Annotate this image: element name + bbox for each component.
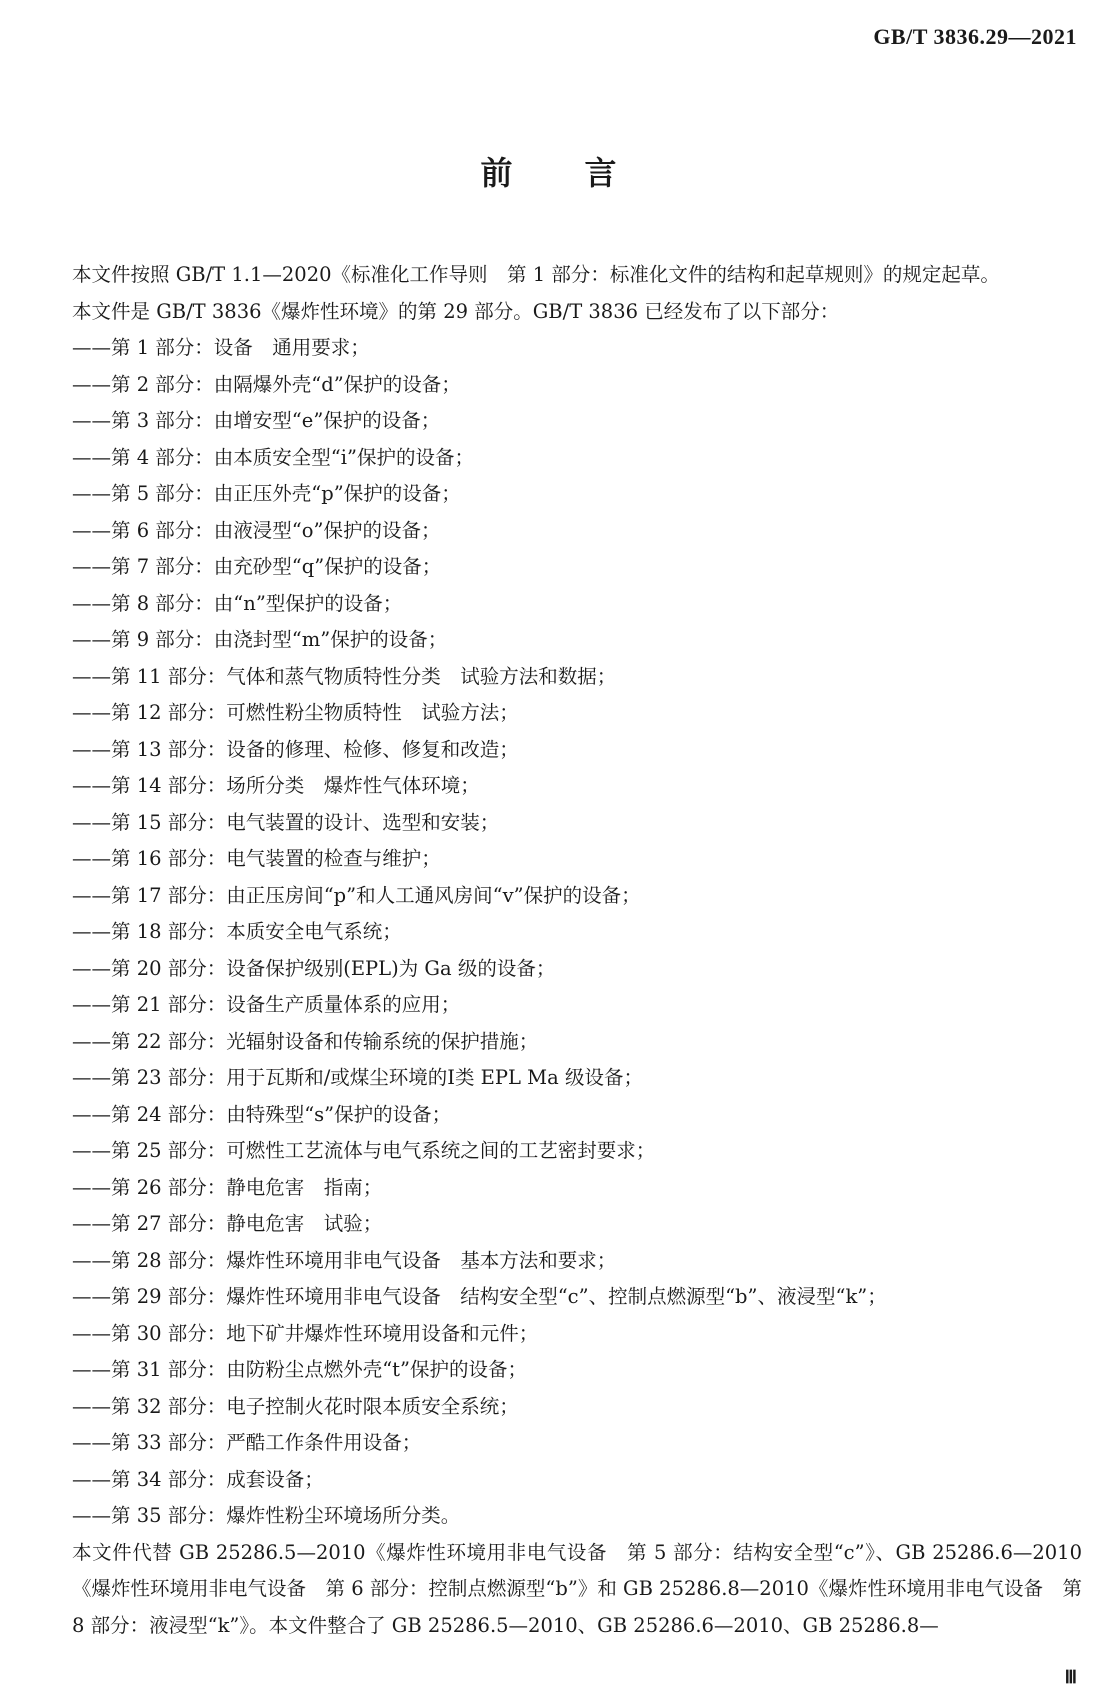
page-number: Ⅲ: [1064, 1667, 1077, 1687]
list-item: ——第 32 部分：电子控制火花时限本质安全系统；: [72, 1394, 519, 1418]
list-item: ——第 1 部分：设备 通用要求；: [72, 336, 370, 359]
replacement-paragraph: 本文件代替 GB 25286.5—2010《爆炸性环境用非电气设备 第 5 部分：结构安全型“c”》、GB 25286.6—2010《爆炸性环境用非电气设备 第 6 部分：控制点燃源型“b”》和 GB 25286.8—2010《爆炸性环境用非电气设备 第 8 部分：液浸型“k”》。本文件整合了 GB 25286.5—2010、GB 25286.6—2010、GB 25286.8—: [72, 1540, 1082, 1637]
list-item: ——第 35 部分：爆炸性粉尘环境场所分类。: [72, 1504, 461, 1527]
list-item: ——第 9 部分：由浇封型“m”保护的设备；: [72, 628, 448, 651]
list-item: ——第 16 部分：电气装置的检查与维护；: [72, 847, 441, 870]
list-item: ——第 12 部分：可燃性粉尘物质特性 试验方法；: [72, 701, 519, 724]
list-item: ——第 21 部分：设备生产质量体系的应用；: [72, 993, 461, 1016]
list-item: ——第 26 部分：静电危害 指南；: [72, 1175, 383, 1199]
list-item: ——第 14 部分：场所分类 爆炸性气体环境；: [72, 774, 480, 797]
list-item: ——第 7 部分：由充砂型“q”保护的设备；: [72, 555, 442, 578]
intro-paragraph: 本文件是 GB/T 3836《爆炸性环境》的第 29 部分。GB/T 3836 已经发布了以下部分：: [72, 299, 840, 323]
list-item: ——第 3 部分：由增安型“e”保护的设备；: [72, 409, 441, 432]
list-item: ——第 4 部分：由本质安全型“i”保护的设备；: [72, 445, 474, 469]
document-body: [72, 257, 1082, 1644]
list-item: ——第 28 部分：爆炸性环境用非电气设备 基本方法和要求；: [72, 1248, 617, 1272]
list-item: ——第 13 部分：设备的修理、检修、修复和改造；: [72, 737, 519, 761]
list-item: ——第 5 部分：由正压外壳“p”保护的设备；: [72, 482, 461, 505]
list-item: ——第 24 部分：由特殊型“s”保护的设备；: [72, 1102, 452, 1126]
list-item: ——第 17 部分：由正压房间“p”和人工通风房间“v”保护的设备；: [72, 883, 641, 907]
list-item: ——第 33 部分：严酷工作条件用设备；: [72, 1431, 422, 1454]
list-item: ——第 15 部分：电气装置的设计、选型和安装；: [72, 810, 500, 834]
list-item: ——第 22 部分：光辐射设备和传输系统的保护措施；: [72, 1029, 539, 1053]
title-char-1: 前: [480, 154, 513, 192]
list-item: ——第 25 部分：可燃性工艺流体与电气系统之间的工艺密封要求；: [72, 1139, 656, 1162]
list-item: ——第 8 部分：由“n”型保护的设备；: [72, 591, 403, 615]
list-item: ——第 20 部分：设备保护级别(EPL)为 Ga 级的设备；: [72, 956, 556, 980]
list-item: ——第 23 部分：用于瓦斯和/或煤尘环境的Ⅰ类 EPL Ma 级设备；: [72, 1066, 643, 1089]
parts-list: [72, 330, 1082, 1535]
page-title: [0, 148, 1097, 194]
list-item: ——第 6 部分：由液浸型“o”保护的设备；: [72, 518, 441, 542]
title-char-2: 言: [584, 154, 617, 192]
list-item: ——第 31 部分：由防粉尘点燃外壳“t”保护的设备；: [72, 1358, 527, 1381]
list-item: ——第 18 部分：本质安全电气系统；: [72, 920, 402, 943]
list-item: ——第 34 部分：成套设备；: [72, 1467, 324, 1491]
list-item: ——第 27 部分：静电危害 试验；: [72, 1212, 383, 1235]
standard-code: GB/T 3836.29—2021: [873, 24, 1077, 49]
intro-paragraph: 本文件按照 GB/T 1.1—2020《标准化工作导则 第 1 部分：标准化文件的结构和起草规则》的规定起草。: [72, 263, 1000, 286]
list-item: ——第 30 部分：地下矿井爆炸性环境用设备和元件；: [72, 1321, 539, 1345]
list-item: ——第 2 部分：由隔爆外壳“d”保护的设备；: [72, 372, 461, 396]
list-item: ——第 29 部分：爆炸性环境用非电气设备 结构安全型“c”、控制点燃源型“b”、液浸型“k”；: [72, 1285, 887, 1308]
list-item: ——第 11 部分：气体和蒸气物质特性分类 试验方法和数据；: [72, 664, 617, 688]
